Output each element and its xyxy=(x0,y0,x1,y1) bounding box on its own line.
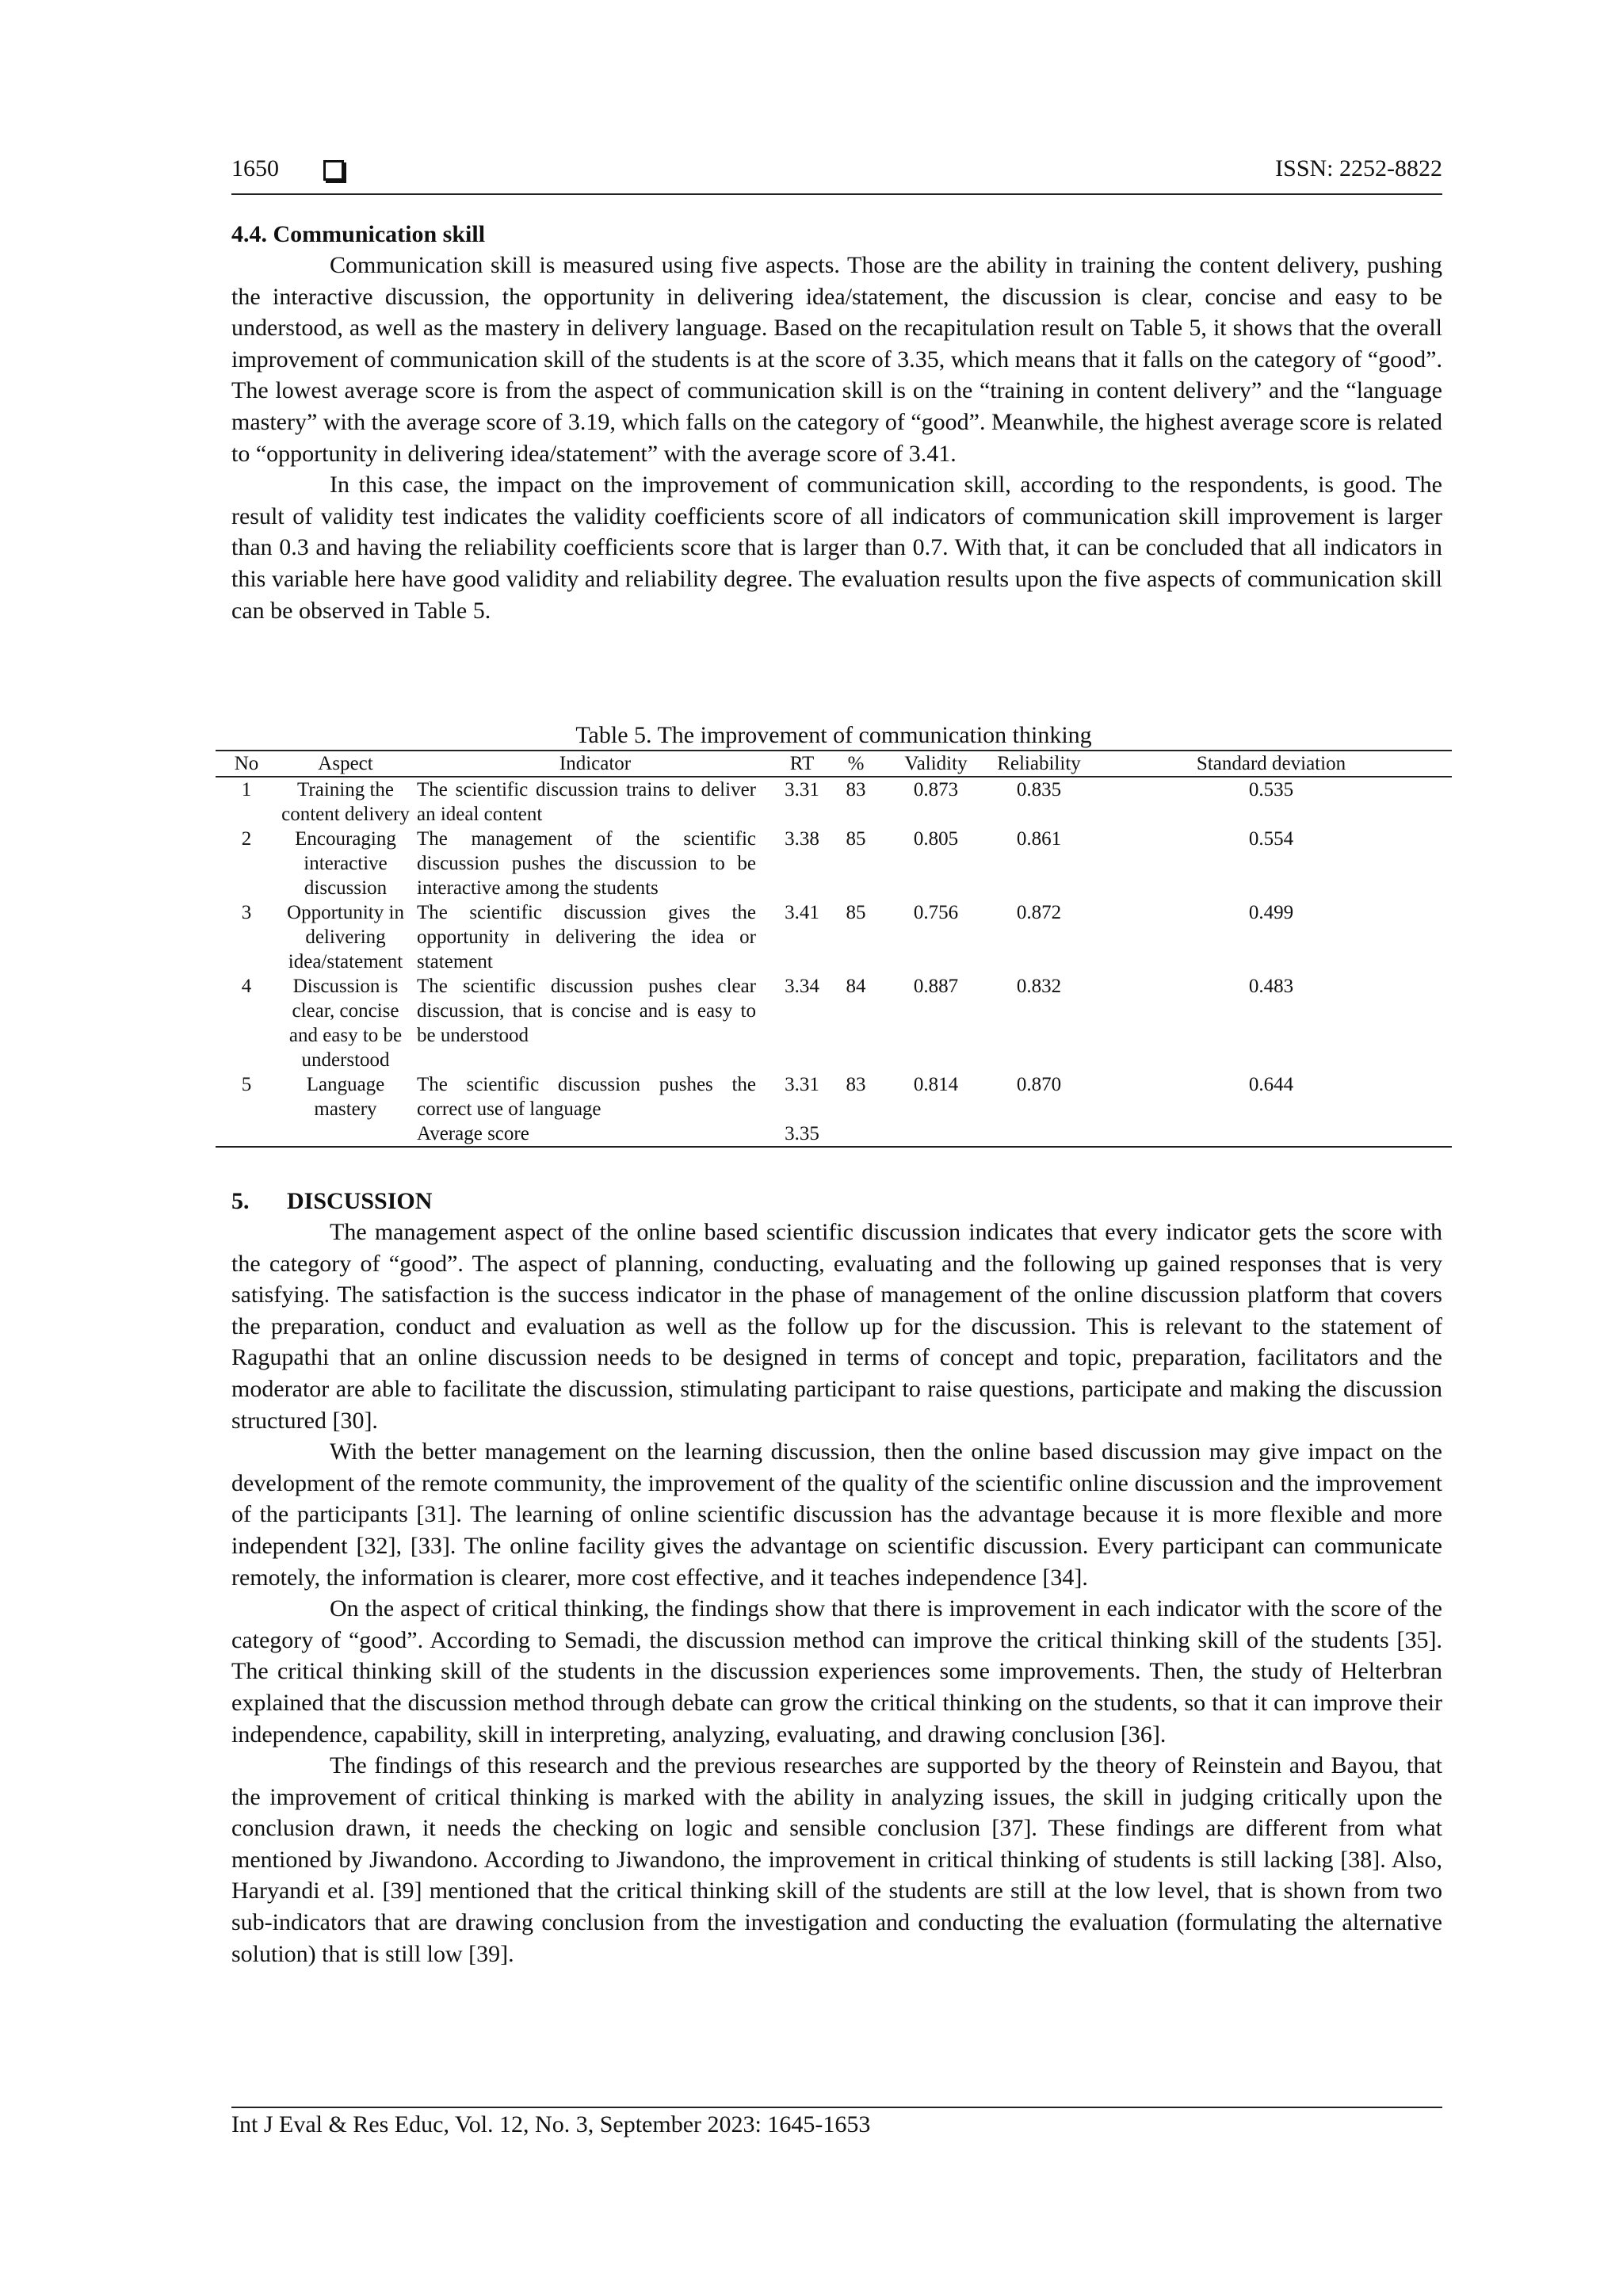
paragraph: With the better management on the learning discussion, then the online based discussion may give impact on the development of the remote community, the improvement of the quality of the scientific online discussion and the improvement of the participants [31]. The learning of online scientific discussion has the advantage because it is more flexible and more independent [32], [33]. The online facility gives the advantage on scientific discussion. Every participant can communicate remotely, the information is clearer, more cost effective, and it teaches independence [34]. xyxy=(231,1438,1442,1591)
col-header: Standard deviation xyxy=(1090,751,1452,777)
paragraph: The findings of this research and the previous researches are supported by the theory of Reinstein and Bayou, that the improvement of critical thinking is marked with the ability in analyzing issues, the skill in judging critically upon the conclusion drawn, it needs the checking on logic and sensible conclusion [37]. These findings are different from what mentioned by Jiwandono. According to Jiwandono, the improvement in critical thinking of students is still lacking [38]. Also, Haryandi et al. [39] mentioned that the critical thinking skill of the students are still at the low level, that is shown from two sub-indicators that are drawing conclusion from the investigation and conducting the evaluation (formulating the alternative solution) that is still low [39]. xyxy=(231,1752,1442,1967)
issn: ISSN: 2252-8822 xyxy=(1275,155,1442,181)
page-footer xyxy=(231,2107,1442,2138)
average-value: 3.35 xyxy=(785,1123,819,1144)
table-average-row xyxy=(216,1121,1452,1147)
paragraph: Communication skill is measured using five aspects. Those are the ability in training the content delivery, pushing the interactive discussion, the opportunity in delivering idea/statement, the discussion is clear, concise and easy to be understood, as well as the mastery in delivery language. Based on the recapitulation result on Table 5, it shows that the overall improvement of communication skill of the students is at the score of 3.35, which means that it falls on the category of “good”. The lowest average score is from the aspect of communication skill is on the “training in content delivery” and the “language mastery” with the average score of 3.19, which falls on the category of “good”. Meanwhile, the highest average score is related to “opportunity in delivering idea/statement” with the average score of 3.41. xyxy=(231,252,1442,467)
table-5 xyxy=(216,721,1452,1148)
section-communication-skill xyxy=(231,219,1442,626)
table-row: 4 Discussion is clear, concise and easy to be understood The scientific discussion pushes clear discussion, that is concise and is easy to be understood 3.34 84 0.887 0.832 0.483 xyxy=(241,976,1294,1071)
section-heading: 4.4. Communication skill xyxy=(231,221,486,247)
page-number: 1650 xyxy=(231,155,279,181)
paragraph: The management aspect of the online based scientific discussion indicates that every indicator gets the score with the category of “good”. The aspect of planning, conducting, evaluating and the following up gained responses that is very satisfying. The satisfaction is the success indicator in the phase of management of the online discussion platform that covers the preparation, conduct and evaluation as well as the follow up for the discussion. This is relevant to the statement of Ragupathi that an online discussion needs to be designed in terms of concept and topic, preparation, facilitators and the moderator are able to facilitate the discussion, stimulating participant to raise questions, participate and making the discussion structured [30]. xyxy=(231,1219,1442,1434)
col-header: % xyxy=(827,751,884,777)
table-row: 1 Training the content delivery The scientific discussion trains to deliver an ideal content 3.31 83 0.873 0.835 0.535 xyxy=(241,779,1294,825)
col-header: RT xyxy=(777,751,827,777)
section-discussion xyxy=(231,1186,1442,1969)
col-header: Indicator xyxy=(414,751,777,777)
paragraph: In this case, the impact on the improvement of communication skill, according to the respondents, is good. The result of validity test indicates the validity coefficients score of all indicators of communication skill improvement is larger than 0.3 and having the reliability coefficients score that is larger than 0.7. With that, it can be concluded that all indicators in this variable here have good validity and reliability degree. The evaluation results upon the five aspects of communication skill can be observed in Table 5. xyxy=(231,472,1442,624)
table-row: 5 Language mastery The scientific discussion pushes the correct use of language 3.31 83 0.814 0.870 0.644 xyxy=(241,1074,1294,1120)
table-caption: Table 5. The improvement of communication thinking xyxy=(575,722,1092,748)
page-header xyxy=(231,152,1442,195)
journal-citation: Int J Eval & Res Educ, Vol. 12, No. 3, September 2023: 1645-1653 xyxy=(231,2111,871,2137)
col-header: No xyxy=(216,751,277,777)
data-table xyxy=(216,750,1452,1148)
paragraph: On the aspect of critical thinking, the findings show that there is improvement in each indicator with the score of the category of “good”. According to Semadi, the discussion method can improve the critical thinking skill of the students [35]. The critical thinking skill of the students in the discussion experiences some improvements. Then, the study of Helterbran explained that the discussion method through debate can grow the critical thinking on the students, so that it can improve their independence, capability, skill in interpreting, analyzing, evaluating, and drawing conclusion [36]. xyxy=(231,1595,1442,1748)
average-label: Average score xyxy=(417,1123,529,1144)
checkbox-square-icon xyxy=(323,160,344,181)
table-row: 2 Encouraging interactive discussion The management of the scientific discussion pushes the discussion to be interactive among the students 3.38 85 0.805 0.861 0.554 xyxy=(241,828,1294,899)
col-header: Reliability xyxy=(987,751,1090,777)
section-heading: 5. DISCUSSION xyxy=(231,1188,433,1214)
col-header: Aspect xyxy=(277,751,414,777)
table-header-row xyxy=(216,751,1452,777)
col-header: Validity xyxy=(884,751,987,777)
table-row: 3 Opportunity in delivering idea/statement The scientific discussion gives the opportunity in delivering the idea or statement 3.41 85 0.756 0.872 0.499 xyxy=(241,902,1294,972)
